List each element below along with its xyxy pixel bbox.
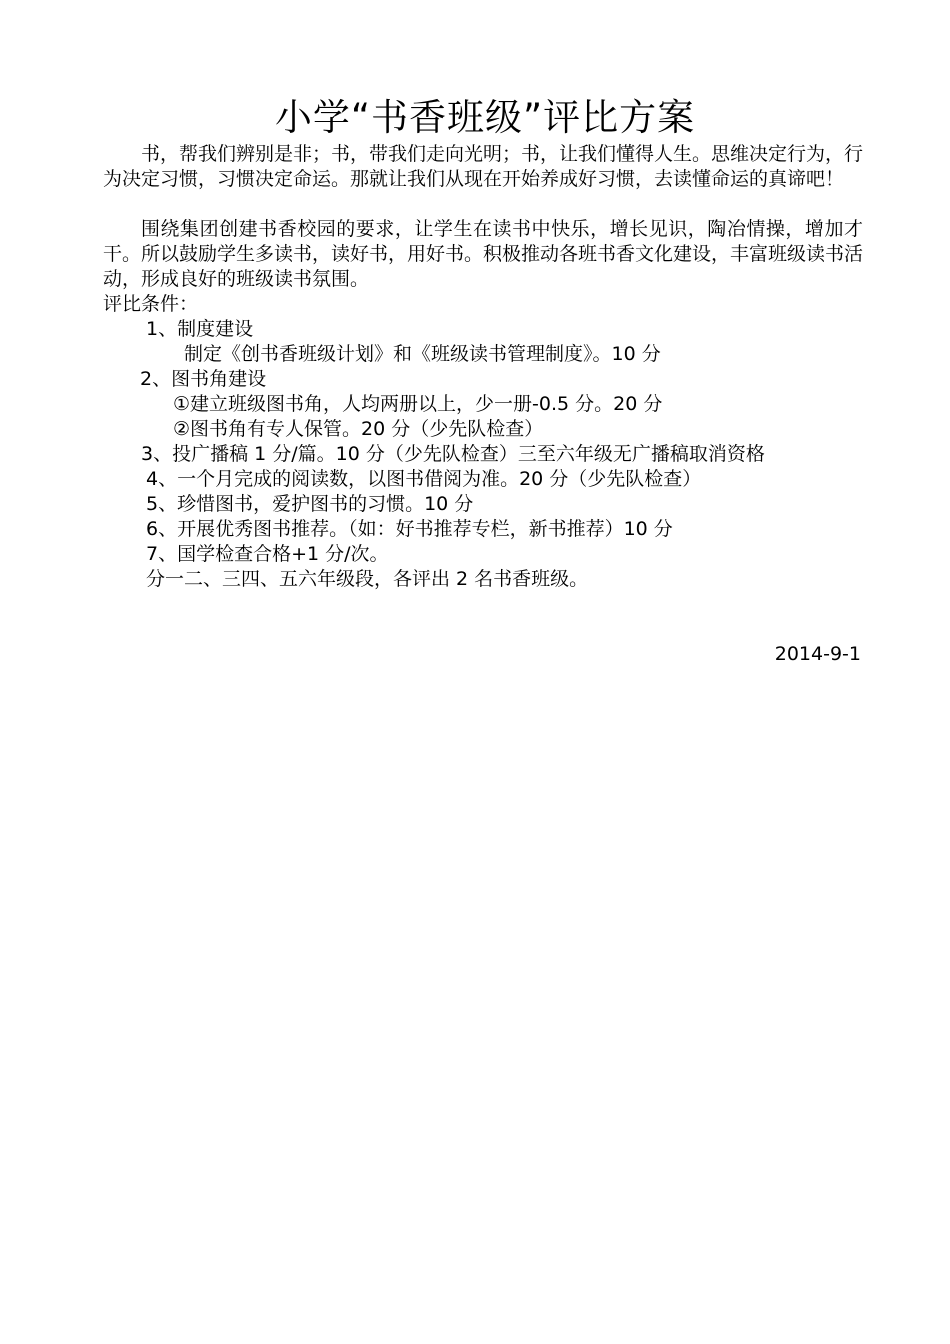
document-title: 小学“书香班级”评比方案 — [274, 96, 696, 139]
criteria-item-7: 7、国学检查合格+1 分/次。 — [146, 543, 389, 565]
goal-paragraph: 围绕集团创建书香校园的要求，让学生在读书中快乐，增长见识，陶冶情操，增加才干。所以鼓励学生多读书，读好书，用好书。积极推动各班书香文化建设，丰富班级读书活动，形成良好的班级读书氛围。 — [103, 218, 864, 290]
criteria-item-3: 3、投广播稿 1 分/篇。10 分（少先队检查）三至六年级无广播稿取消资格 — [141, 443, 765, 465]
criteria-item-6: 6、开展优秀图书推荐。（如：好书推荐专栏，新书推荐）10 分 — [146, 518, 673, 540]
criteria-item-1: 1、制度建设 — [146, 318, 254, 340]
criteria-item-5: 5、珍惜图书，爱护图书的习惯。10 分 — [146, 493, 474, 515]
criteria-item-4: 4、一个月完成的阅读数，以图书借阅为准。20 分（少先队检查） — [146, 468, 702, 490]
criteria-summary: 分一二、三四、五六年级段，各评出 2 名书香班级。 — [146, 568, 589, 590]
document-date: 2014-9-1 — [774, 643, 861, 665]
criteria-item-2-detail-b: ②图书角有专人保管。20 分（少先队检查） — [173, 418, 544, 440]
criteria-heading: 评比条件： — [103, 293, 199, 315]
intro-paragraph: 书，帮我们辨别是非；书，带我们走向光明；书，让我们懂得人生。思维决定行为，行为决定习惯，习惯决定命运。那就让我们从现在开始养成好习惯，去读懂命运的真谛吧！ — [103, 143, 864, 190]
criteria-item-2-detail-a: ①建立班级图书角，人均两册以上，少一册-0.5 分。20 分 — [173, 393, 663, 415]
criteria-item-2: 2、图书角建设 — [140, 368, 267, 390]
criteria-item-1-detail: 制定《创书香班级计划》和《班级读书管理制度》。10 分 — [184, 343, 661, 365]
